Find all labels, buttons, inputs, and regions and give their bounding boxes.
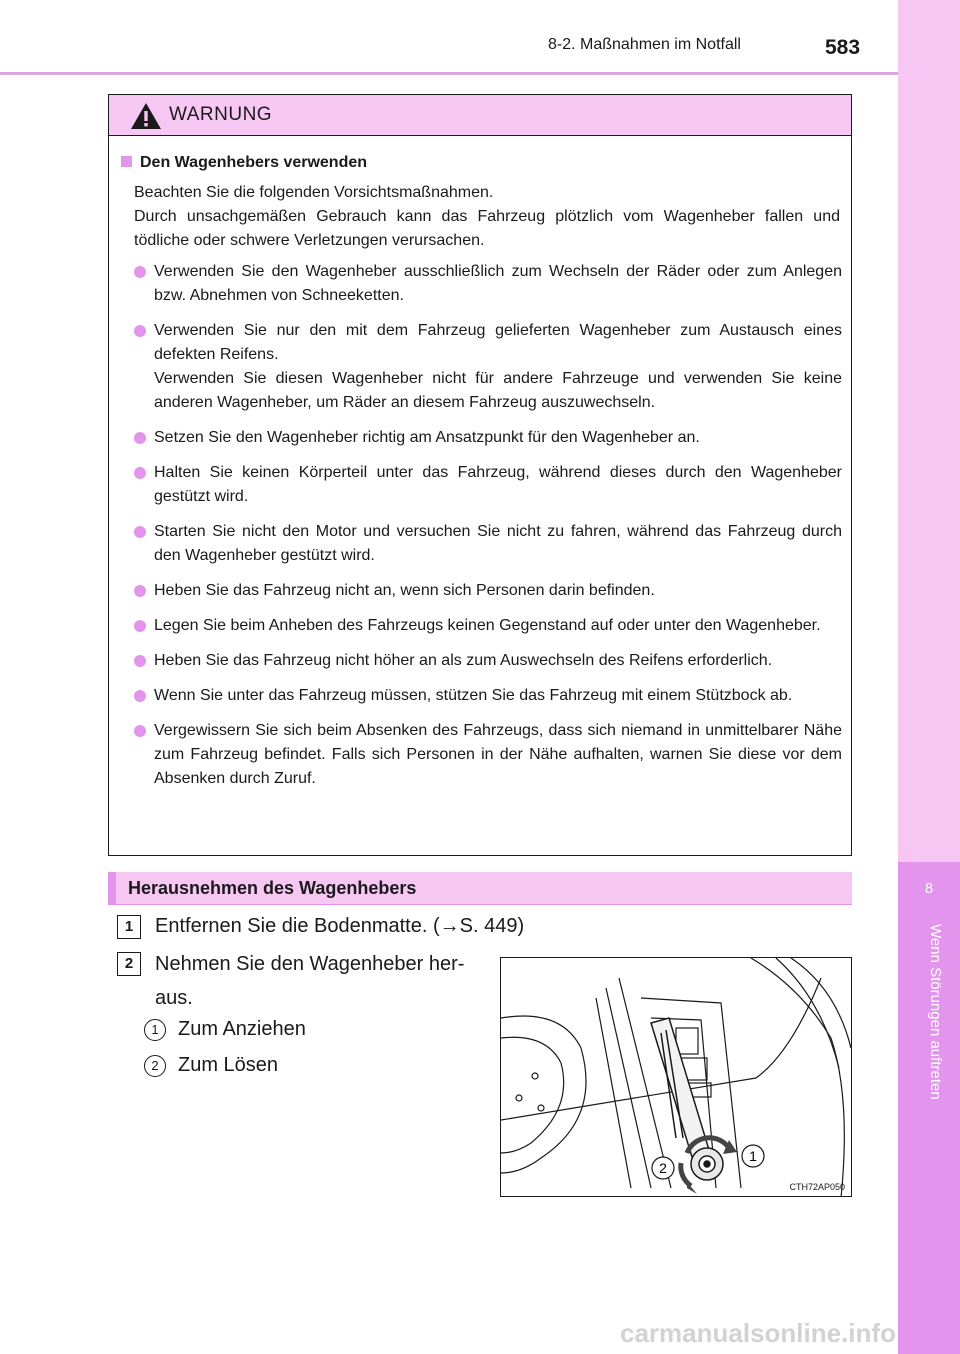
warning-bullet: Legen Sie beim Anheben des Fahrzeugs keinen Gegenstand auf oder unter den Wagenheber.: [134, 614, 842, 638]
section-heading-text: Herausnehmen des Wagenhebers: [128, 878, 417, 898]
section-divider: [108, 904, 852, 905]
warning-title: WARNUNG: [169, 104, 273, 125]
step-number-2: 2: [117, 952, 141, 976]
step-text-2-line2: aus.: [155, 987, 193, 1009]
warning-bullet: Heben Sie das Fahrzeug nicht höher an als zum Auswechseln des Reifens erforderlich.: [134, 649, 842, 673]
warning-intro: [134, 181, 840, 253]
warning-intro-line: Beachten Sie die folgenden Vorsichtsmaßnahmen.: [134, 184, 494, 201]
bullet-dot-icon: [134, 725, 146, 737]
section-heading-bar: [108, 872, 116, 904]
warning-header: [109, 95, 851, 136]
warning-triangle-icon: [129, 101, 163, 131]
chapter-number: 8: [924, 880, 934, 897]
warning-subheading: Den Wagenhebers verwenden: [121, 154, 367, 172]
warning-bullet: Wenn Sie unter das Fahrzeug müssen, stützen Sie das Fahrzeug mit einem Stützbock ab.: [134, 684, 842, 708]
warning-bullet: Starten Sie nicht den Motor und versuchen Sie nicht zu fahren, während das Fahrzeug durch den Wagenheber gestützt wird.: [134, 520, 842, 568]
bullet-dot-icon: [134, 325, 146, 337]
step-text-1: Entfernen Sie die Bodenmatte. (→S. 449): [155, 915, 525, 937]
bullet-dot-icon: [134, 655, 146, 667]
warning-bullet: Setzen Sie den Wagenheber richtig am Ansatzpunkt für den Wagenheber an.: [134, 426, 842, 450]
warning-box: [108, 94, 852, 856]
watermark: carmanualsonline.info: [620, 1318, 896, 1348]
sub-item-number-1: 1: [144, 1019, 166, 1041]
warning-bullet: Verwenden Sie den Wagenheber ausschließlich zum Wechseln der Räder oder zum Anlegen bzw. Abnehmen von Schneeketten.: [134, 260, 842, 308]
sidebar-background: [898, 0, 960, 862]
warning-bullet: Heben Sie das Fahrzeug nicht an, wenn sich Personen darin befinden.: [134, 579, 842, 603]
warning-bullet: Vergewissern Sie sich beim Absenken des Fahrzeugs, dass sich niemand in unmittelbarer Nähe zum Fahrzeug befindet. Falls sich Personen in der Nähe aufhalten, warnen Sie diese vor dem Absenken durch Zuruf.: [134, 719, 842, 791]
warning-intro-line: Durch unsachgemäßen Gebrauch kann das Fahrzeug plötzlich vom Wagenheber fallen und tödliche oder schwere Verletzungen verursachen.: [134, 208, 840, 249]
chapter-tab[interactable]: [898, 862, 960, 1354]
bullet-dot-icon: [134, 526, 146, 538]
callout-2-label: 2: [659, 1160, 667, 1176]
square-bullet-icon: [121, 156, 132, 167]
warning-bullet-list: [134, 260, 842, 802]
illustration-code: CTH72AP050: [789, 1182, 845, 1192]
callout-1-label: 1: [749, 1148, 757, 1164]
header-divider: [0, 72, 898, 75]
page-number: 583: [825, 36, 861, 59]
step-text-2-line1: Nehmen Sie den Wagenheber her-: [155, 953, 465, 975]
section-heading: [108, 872, 852, 904]
sub-item-text-1: Zum Anziehen: [178, 1018, 306, 1040]
chapter-title: Wenn Störungen auftreten: [927, 924, 944, 1100]
step-number-1: 1: [117, 915, 141, 939]
bullet-dot-icon: [134, 585, 146, 597]
jack-removal-drawing: [501, 958, 852, 1197]
bullet-dot-icon: [134, 432, 146, 444]
warning-bullet: Halten Sie keinen Körperteil unter das Fahrzeug, während dieses durch den Wagenheber gestützt wird.: [134, 461, 842, 509]
bullet-dot-icon: [134, 467, 146, 479]
bullet-dot-icon: [134, 266, 146, 278]
bullet-dot-icon: [134, 690, 146, 702]
sub-item-number-2: 2: [144, 1055, 166, 1077]
warning-bullet: Verwenden Sie nur den mit dem Fahrzeug gelieferten Wagenheber zum Austausch eines defekten Reifens. Verwenden Sie diesen Wagenheber nicht für andere Fahrzeuge und verwenden Sie keine anderen Wagenheber, um Räder an diesem Fahrzeug auszuwechseln.: [134, 319, 842, 415]
jack-illustration: [500, 957, 852, 1197]
sub-item-text-2: Zum Lösen: [178, 1054, 279, 1076]
section-title: 8-2. Maßnahmen im Notfall: [548, 36, 741, 53]
bullet-dot-icon: [134, 620, 146, 632]
